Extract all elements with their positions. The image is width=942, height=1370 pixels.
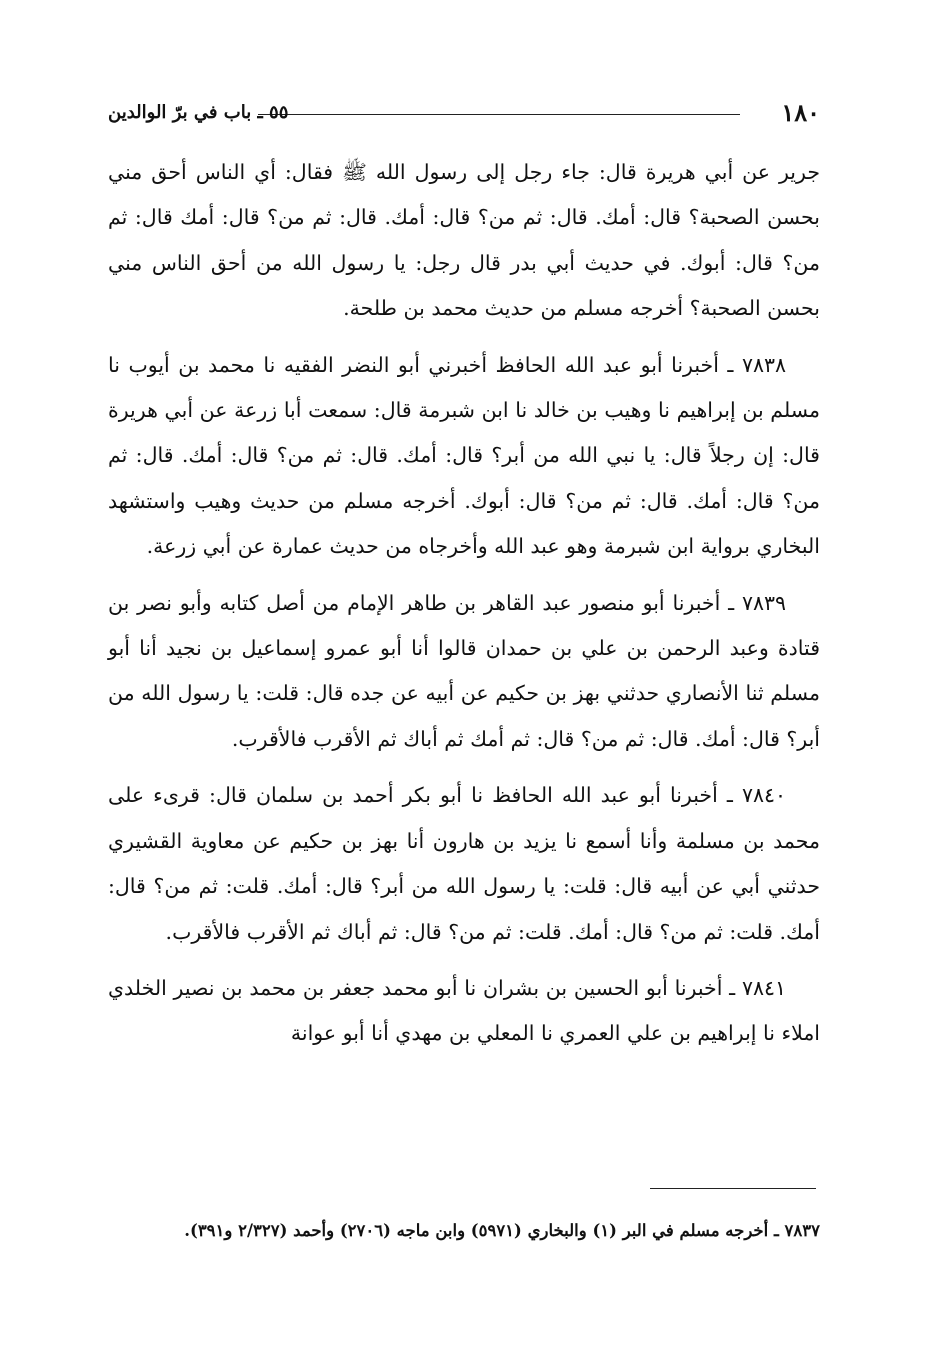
running-header xyxy=(108,96,820,130)
main-text xyxy=(108,150,820,1057)
hadith-paragraph-7839 xyxy=(108,581,820,763)
paragraph-text: ـ أخبرنا أبو منصور عبد القاهر بن طاهر الإمام من أصل كتابه وأبو نصر بن قتادة وعبد الرحمن بن علي بن حمدان قالوا أنا أبو عمرو إسماعيل بن نجيد أنا أبو مسلم ثنا الأنصاري حدثني بهز بن حكيم عن أبيه عن جده قال: قلت: يا رسول الله من أبر؟ قال: أمك. قال: ثم من؟ قال: ثم أمك ثم أباك ثم الأقرب فالأقرب. xyxy=(108,590,820,751)
hadith-number: ٧٨٤١ xyxy=(741,975,786,1000)
paragraph-text: ـ أخبرنا أبو عبد الله الحافظ نا أبو بكر أحمد بن سلمان قال: قرىء على محمد بن مسلمة وأنا أسمع نا يزيد بن هارون أنا بهز بن حكيم عن معاوية القشيري حدثني أبي عن أبيه قال: قلت: يا رسول الله من أبر؟ قال: أمك. قلت: ثم من؟ قال: أمك. قلت: ثم من؟ قال: أمك. قلت: ثم من؟ قال: ثم أباك ثم الأقرب فالأقرب. xyxy=(108,783,820,944)
page-number: ١٨٠ xyxy=(781,98,820,127)
footnote-separator xyxy=(650,1188,816,1189)
hadith-number: ٧٨٣٩ xyxy=(741,590,786,615)
footnote-text: ٧٨٣٧ ـ أخرجه مسلم في البر (١) والبخاري (٥٩٧١) وابن ماجه (٢٧٠٦) وأحمد (٢/٣٢٧ و٣٩١). xyxy=(184,1221,820,1240)
paragraph-text: ـ أخبرنا أبو عبد الله الحافظ أخبرني أبو النضر الفقيه نا محمد بن أيوب نا مسلم بن إبراهيم نا وهيب بن خالد نا ابن شبرمة قال: سمعت أبا زرعة عن أبي هريرة قال: إن رجلاً قال: يا نبي الله من أبر؟ قال: أمك. قال: ثم من؟ قال: أمك. قال: ثم من؟ قال: أمك. قال: ثم من؟ قال: أبوك. أخرجه مسلم من حديث وهيب واستشهد البخاري برواية ابن شبرمة وهو عبد الله وأخرجاه من حديث عمارة عن أبي زرعة. xyxy=(108,352,820,559)
paragraph-text: ـ أخبرنا أبو الحسين بن بشران نا أبو محمد جعفر بن محمد بن نصير الخلدي املاء نا إبراهيم بن علي العمري نا المعلي بن مهدي أنا أبو عوانة xyxy=(108,975,820,1046)
header-rule xyxy=(258,114,740,115)
hadith-paragraph-7840 xyxy=(108,773,820,955)
hadith-paragraph-7841 xyxy=(108,966,820,1057)
hadith-number: ٧٨٣٨ xyxy=(741,352,786,377)
hadith-continuation-paragraph xyxy=(108,150,820,332)
hadith-number: ٧٨٤٠ xyxy=(741,783,786,808)
footnote-7837 xyxy=(108,1214,820,1247)
footnotes xyxy=(108,1214,820,1247)
paragraph-text: جرير عن أبي هريرة قال: جاء رجل إلى رسول الله ﷺ فقال: أي الناس أحق مني بحسن الصحبة؟ قال: أمك. قال: ثم من؟ قال: أمك. قال: ثم من؟ قال: أمك قال: ثم من؟ قال: أبوك. في حديث أبي بدر قال رجل: يا رسول الله من أحق الناس مني بحسن الصحبة؟ أخرجه مسلم من حديث محمد بن طلحة. xyxy=(108,160,820,321)
chapter-title: ٥٥ ـ باب في برّ الوالدين xyxy=(108,102,289,123)
hadith-paragraph-7838 xyxy=(108,343,820,570)
